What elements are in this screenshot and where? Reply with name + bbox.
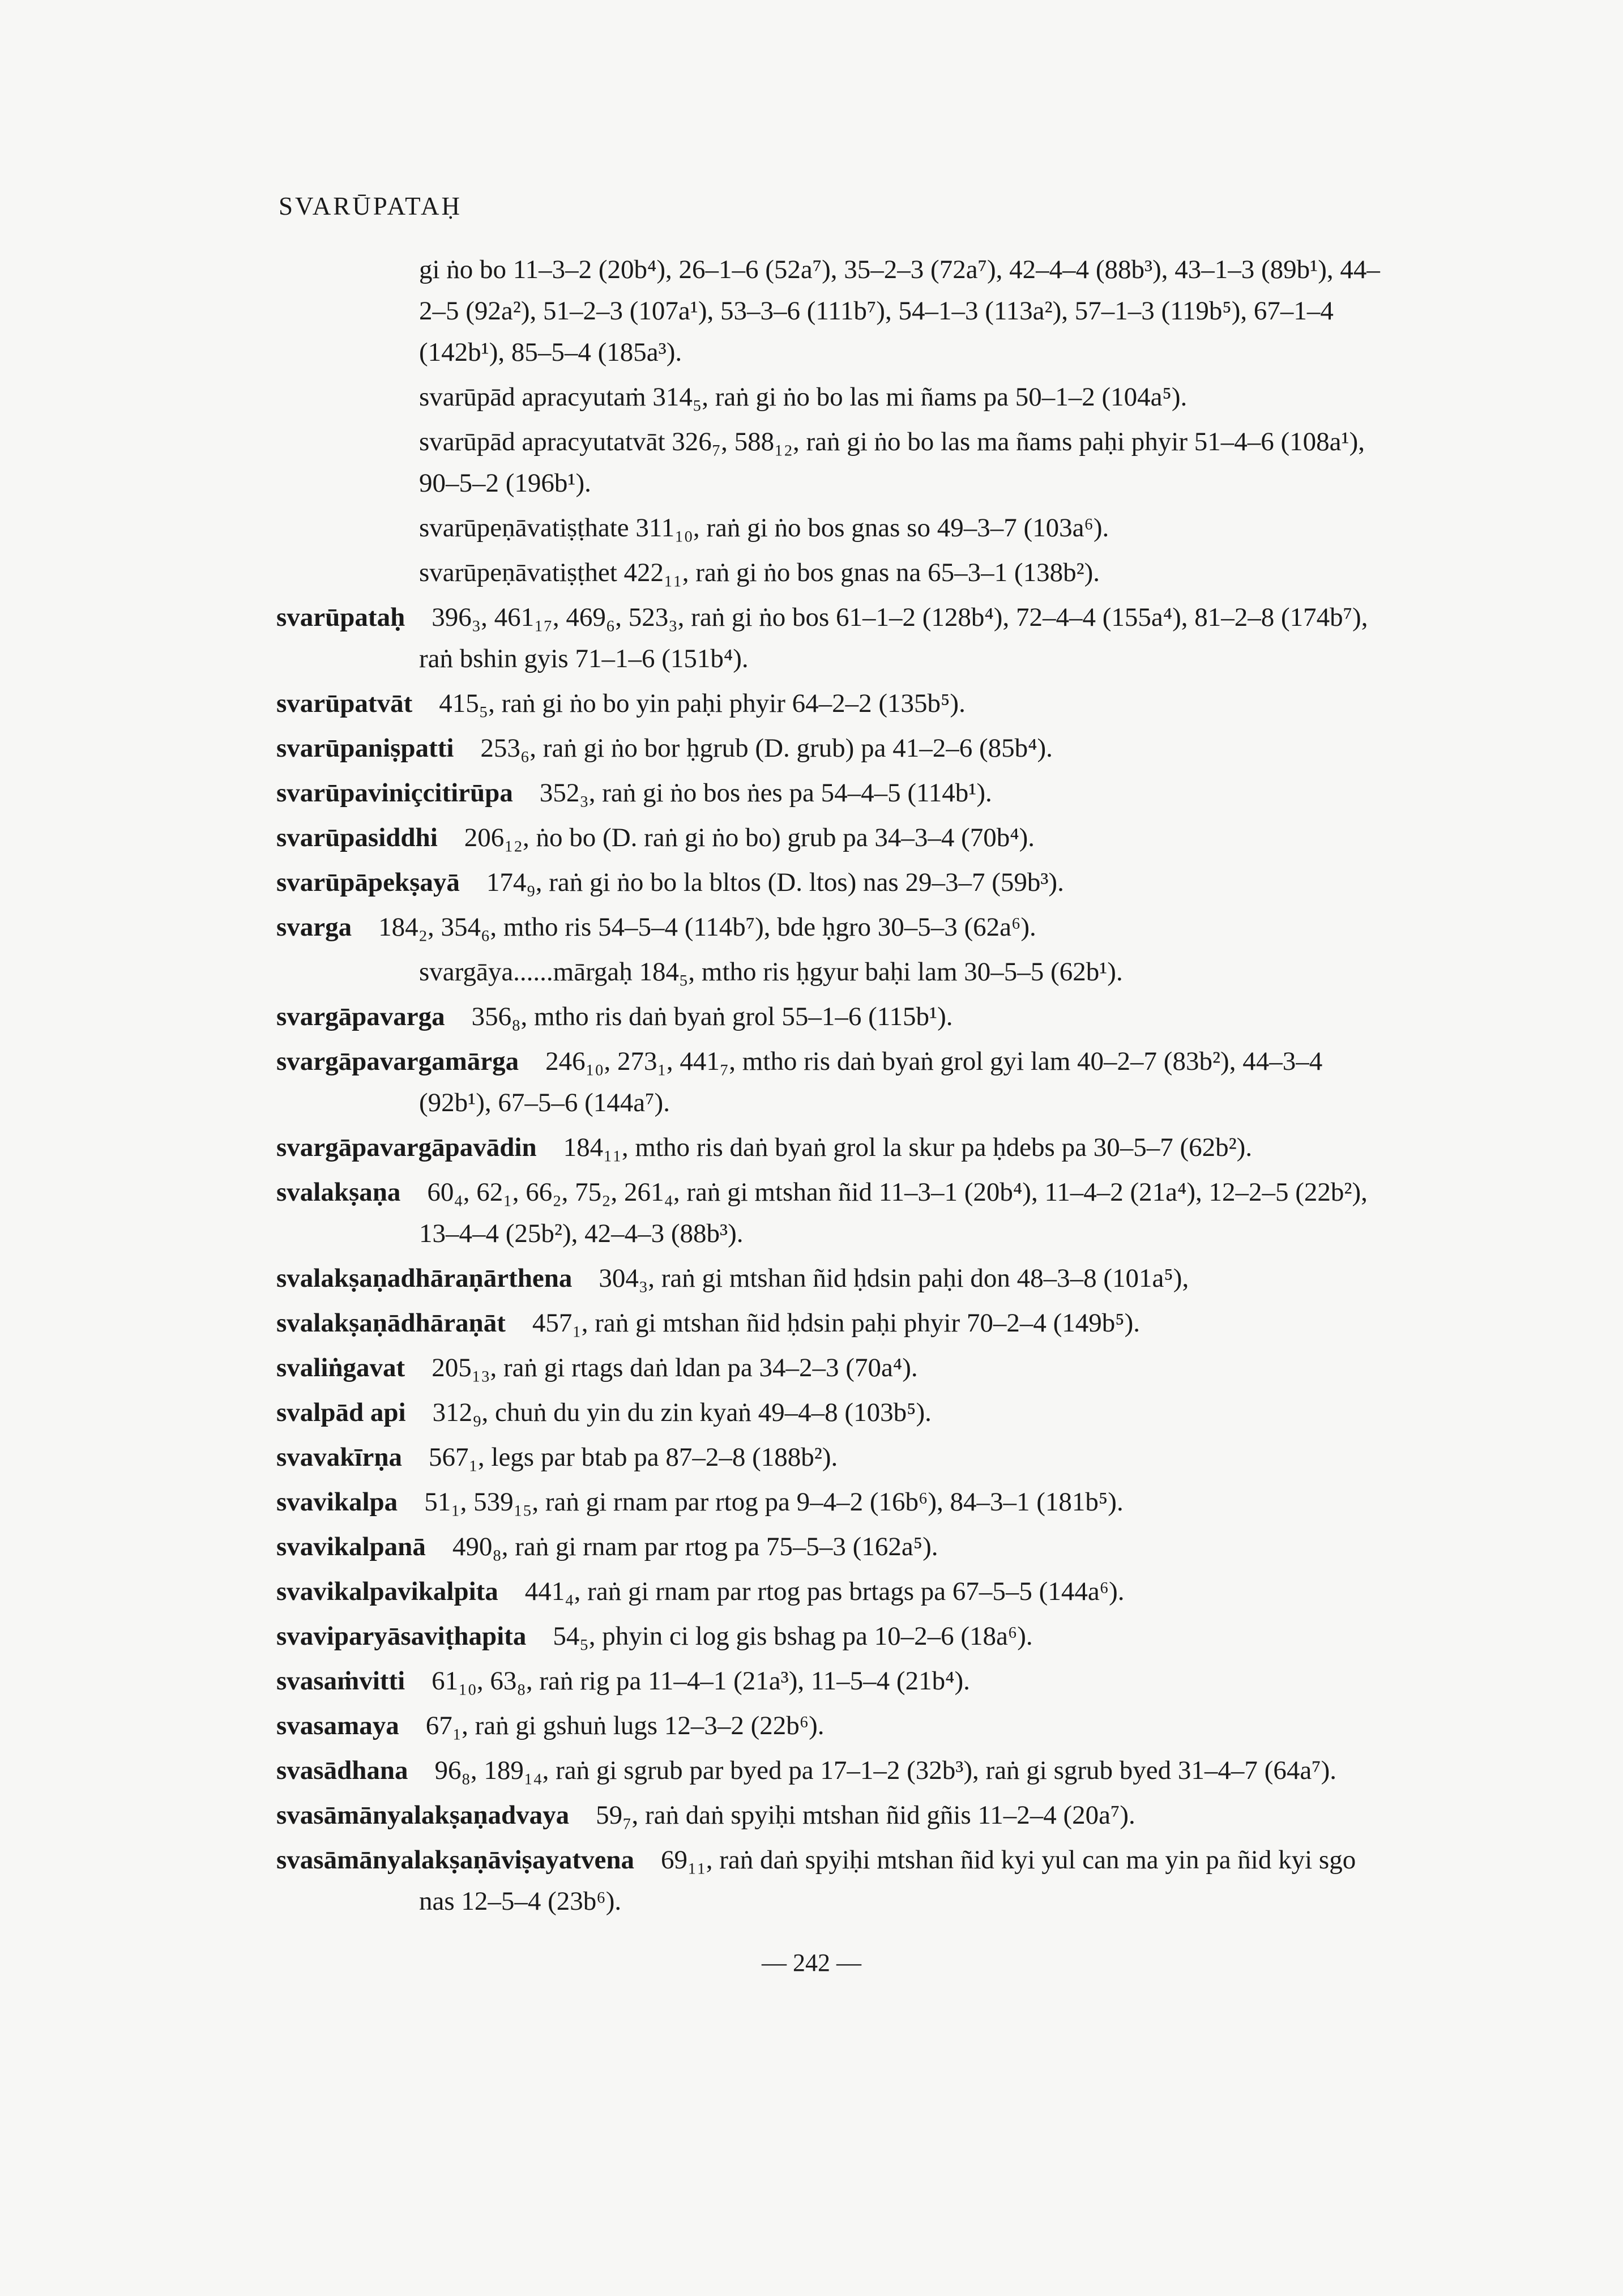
- entry-text: 205₁₃, raṅ gi rtags daṅ ldan pa 34–2–3 (70a⁴).: [432, 1353, 918, 1382]
- dictionary-entry: [276, 907, 1392, 948]
- entry-text: 441₄, raṅ gi rnam par rtog pas brtags pa 67–5–5 (144a⁶).: [524, 1577, 1125, 1606]
- headword: svargāpavargāpavādin: [276, 1133, 537, 1162]
- running-header: SVARŪPATAḤ: [279, 192, 463, 220]
- sub-entry: [276, 552, 1392, 594]
- entry-text: gi ṅo bo 11–3–2 (20b⁴), 26–1–6 (52a⁷), 35–2–3 (72a⁷), 42–4–4 (88b³), 43–1–3 (89b¹), 44–2–5 (92a²), 51–2–3 (107a¹), 53–3–6 (111b⁷), 54–1–3 (113a²), 57–1–3 (119b⁵), 67–1–4 (142b¹), 85–5–4 (185a³).: [419, 255, 1380, 367]
- entry-text: 206₁₂, ṅo bo (D. raṅ gi ṅo bo) grub pa 34–3–4 (70b⁴).: [464, 823, 1035, 852]
- dictionary-entry: [276, 1616, 1392, 1657]
- headword: svargāpavargamārga: [276, 1047, 519, 1076]
- dictionary-entry: [276, 862, 1392, 903]
- headword: svasādhana: [276, 1756, 408, 1785]
- entry-text: 490₈, raṅ gi rnam par rtog pa 75–5–3 (162a⁵).: [452, 1532, 938, 1561]
- headword: svargāpavarga: [276, 1002, 445, 1031]
- headword: svarūpasiddhi: [276, 823, 438, 852]
- headword: svaviparyāsaviṭhapita: [276, 1621, 527, 1651]
- dictionary-entry: [276, 1172, 1392, 1254]
- dictionary-entry: [276, 1482, 1392, 1523]
- entry-text: 96₈, 189₁₄, raṅ gi sgrub par byed pa 17–1–2 (32b³), raṅ gi sgrub byed 31–4–7 (64a⁷).: [434, 1756, 1336, 1785]
- dictionary-entry: [276, 1041, 1392, 1124]
- sub-entry: [276, 951, 1392, 993]
- headword: svarūpaviniçcitirūpa: [276, 778, 513, 808]
- entry-text: 54₅, phyin ci log gis bshag pa 10–2–6 (18a⁶).: [553, 1621, 1033, 1651]
- dictionary-entry: [276, 1303, 1392, 1344]
- entry-text: 415₅, raṅ gi ṅo bo yin paḥi phyir 64–2–2 (135b⁵).: [439, 689, 966, 718]
- headword: svalakṣaṇādhāraṇāt: [276, 1308, 506, 1338]
- entry-text: 174₉, raṅ gi ṅo bo la bltos (D. ltos) nas 29–3–7 (59b³).: [486, 868, 1064, 897]
- dictionary-entry: [276, 1392, 1392, 1433]
- entry-text: 356₈, mtho ris daṅ byaṅ grol 55–1–6 (115b¹).: [471, 1002, 953, 1031]
- headword: svavikalpanā: [276, 1532, 426, 1561]
- page-number: — 242 —: [762, 1949, 861, 1977]
- dictionary-entry: [276, 996, 1392, 1038]
- dictionary-entry: [276, 1347, 1392, 1389]
- entry-text: 567₁, legs par btab pa 87–2–8 (188b²).: [429, 1443, 838, 1472]
- dictionary-entry: [276, 1127, 1392, 1168]
- headword: svasamaya: [276, 1711, 399, 1740]
- headword: svavikalpa: [276, 1487, 398, 1517]
- dictionary-entry: [276, 728, 1392, 769]
- dictionary-entry: [276, 1437, 1392, 1478]
- dictionary-entry: [276, 597, 1392, 680]
- entry-text: 184₁₁, mtho ris daṅ byaṅ grol la skur pa ḥdebs pa 30–5–7 (62b²).: [563, 1133, 1253, 1162]
- entry-text: 246₁₀, 273₁, 441₇, mtho ris daṅ byaṅ grol gyi lam 40–2–7 (83b²), 44–3–4 (92b¹), 67–5–6 (144a⁷).: [419, 1047, 1323, 1117]
- sub-entry: [276, 377, 1392, 418]
- entry-text: 69₁₁, raṅ daṅ spyiḥi mtshan ñid kyi yul can ma yin pa ñid kyi sgo nas 12–5–4 (23b⁶).: [419, 1845, 1356, 1916]
- entry-text: svarūpād apracyutatvāt 326₇, 588₁₂, raṅ gi ṅo bo las ma ñams paḥi phyir 51–4–6 (108a¹), 90–5–2 (196b¹).: [419, 427, 1365, 498]
- headword: svasāmānyalakṣaṇāviṣayatvena: [276, 1845, 634, 1875]
- dictionary-entry: [276, 1795, 1392, 1836]
- headword: svalpād api: [276, 1398, 406, 1427]
- dictionary-entry: [276, 683, 1392, 724]
- entry-text: 304₃, raṅ gi mtshan ñid ḥdsin paḥi don 48–3–8 (101a⁵),: [599, 1264, 1189, 1293]
- entry-text: 253₆, raṅ gi ṅo bor ḥgrub (D. grub) pa 41–2–6 (85b⁴).: [480, 733, 1053, 763]
- entry-text: svargāya......mārgaḥ 184₅, mtho ris ḥgyur baḥi lam 30–5–5 (62b¹).: [419, 957, 1123, 987]
- headword: svavakīrṇa: [276, 1443, 402, 1472]
- entry-text: 457₁, raṅ gi mtshan ñid ḥdsin paḥi phyir 70–2–4 (149b⁵).: [532, 1308, 1141, 1338]
- headword: svasaṁvitti: [276, 1666, 405, 1696]
- dictionary-entry: [276, 1526, 1392, 1568]
- headword: svalakṣaṇadhāraṇārthena: [276, 1264, 573, 1293]
- headword: svaliṅgavat: [276, 1353, 405, 1382]
- entry-text: 59₇, raṅ daṅ spyiḥi mtshan ñid gñis 11–2–4 (20a⁷).: [596, 1800, 1135, 1830]
- entry-text: 184₂, 354₆, mtho ris 54–5–4 (114b⁷), bde ḥgro 30–5–3 (62a⁶).: [378, 912, 1036, 942]
- entry-text: 60₄, 62₁, 66₂, 75₂, 261₄, raṅ gi mtshan ñid 11–3–1 (20b⁴), 11–4–2 (21a⁴), 12–2–5 (22b²), 13–4–4 (25b²), 42–4–3 (88b³).: [419, 1177, 1368, 1248]
- headword: svarūpataḥ: [276, 603, 405, 632]
- dictionary-entry: [276, 1705, 1392, 1747]
- entry-list: [276, 249, 1392, 1926]
- headword: svarūpatvāt: [276, 689, 413, 718]
- entry-text: 352₃, raṅ gi ṅo bos ṅes pa 54–4–5 (114b¹).: [539, 778, 992, 808]
- sub-entry: [276, 507, 1392, 549]
- entry-text: 51₁, 539₁₅, raṅ gi rnam par rtog pa 9–4–2 (16b⁶), 84–3–1 (181b⁵).: [424, 1487, 1124, 1517]
- entry-text: svarūpeṇāvatiṣṭhate 311₁₀, raṅ gi ṅo bos gnas so 49–3–7 (103a⁶).: [419, 513, 1109, 543]
- dictionary-entry: [276, 817, 1392, 859]
- headword: svarūpāpekṣayā: [276, 868, 460, 897]
- headword: svarga: [276, 912, 352, 942]
- headword: svarūpaniṣpatti: [276, 733, 454, 763]
- dictionary-entry: [276, 1661, 1392, 1702]
- entry-text: 396₃, 461₁₇, 469₆, 523₃, raṅ gi ṅo bos 61–1–2 (128b⁴), 72–4–4 (155a⁴), 81–2–8 (174b⁷), raṅ bshin gyis 71–1–6 (151b⁴).: [419, 603, 1368, 673]
- headword: svalakṣaṇa: [276, 1177, 401, 1207]
- headword: svavikalpavikalpita: [276, 1577, 498, 1606]
- dictionary-entry: [276, 773, 1392, 814]
- entry-text: 67₁, raṅ gi gshuṅ lugs 12–3–2 (22b⁶).: [425, 1711, 825, 1740]
- dictionary-entry: [276, 1571, 1392, 1612]
- sub-entry: [276, 249, 1392, 373]
- entry-text: 312₉, chuṅ du yin du zin kyaṅ 49–4–8 (103b⁵).: [432, 1398, 932, 1427]
- dictionary-entry: [276, 1750, 1392, 1791]
- sub-entry: [276, 421, 1392, 504]
- entry-text: 61₁₀, 63₈, raṅ rig pa 11–4–1 (21a³), 11–5–4 (21b⁴).: [432, 1666, 970, 1696]
- headword: svasāmānyalakṣaṇadvaya: [276, 1800, 570, 1830]
- dictionary-entry: [276, 1840, 1392, 1922]
- entry-text: svarūpād apracyutaṁ 314₅, raṅ gi ṅo bo las mi ñams pa 50–1–2 (104a⁵).: [419, 382, 1188, 412]
- dictionary-entry: [276, 1258, 1392, 1299]
- entry-text: svarūpeṇāvatiṣṭhet 422₁₁, raṅ gi ṅo bos gnas na 65–3–1 (138b²).: [419, 558, 1100, 587]
